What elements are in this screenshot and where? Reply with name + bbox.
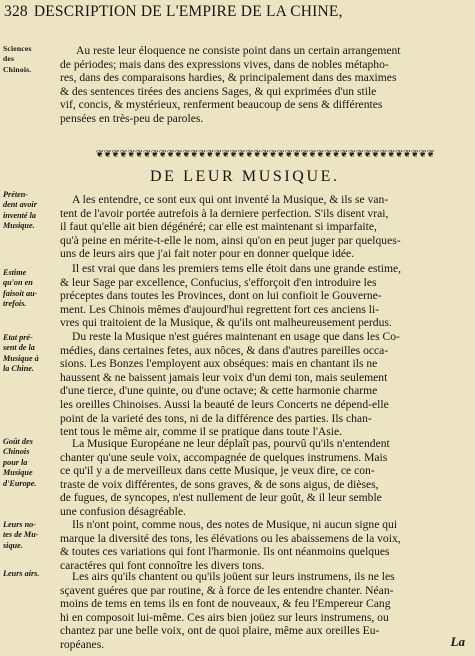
text-line: de fugues, de syncopes, n'est nullement de leur goût, & il leur semble bbox=[60, 491, 382, 505]
text-line: haussent & ne baissent jamais leur voix d'un demi ton, mais seulement bbox=[60, 370, 388, 384]
text-line: Du reste la Musique n'est guéres maintenant en usage que dans les Co- bbox=[72, 330, 400, 343]
text-line: La Musique Européane ne leur déplaît pas, pourvû qu'ils n'entendent bbox=[72, 437, 390, 450]
text-line: tent de l'avoir portée autrefois à la derniere perfection. S'ils disent vrai, bbox=[60, 206, 389, 220]
text-line: les oreilles Chinoises. Aussi la beauté de leurs Concerts ne dépend-elle bbox=[60, 397, 389, 411]
margin-note-estime: Estime qu'on en faisoit au- trefois. bbox=[3, 268, 38, 309]
text-line: traste de voix différentes, de sons graves, & de sons aigus, de dièses, bbox=[60, 477, 379, 491]
text-line: il faut qu'elle ait bien dégénéré; car elle est maintenant si imparfaite, bbox=[60, 220, 377, 234]
text-line: d'une tierce, d'une quinte, ou d'une octave; & cette harmonie charme bbox=[60, 384, 378, 398]
text-line: de périodes; mais dans des expressions vives, dans de nobles métapho- bbox=[60, 57, 389, 71]
text-line: chantez par une belle voix, ont de quoi plaire, même aux oreilles Eu- bbox=[60, 624, 380, 638]
text-line: point de la varieté des tons, ni de la différence des parties. Ils chan- bbox=[60, 411, 372, 425]
text-line: uns de leurs airs que j'ai fait noter pour en donner quelque idée. bbox=[60, 247, 355, 261]
text-line: Il est vrai que dans les premiers tems elle étoit dans une grande estime, bbox=[72, 262, 402, 275]
text-line: ropéanes. bbox=[60, 637, 105, 651]
text-line: marque la diversité des tons, les élévations ou les abaissemens de la voix, bbox=[60, 531, 401, 545]
text-line: hi en composoit lui-même. Ces airs bien joüez sur leurs instrumens, ou bbox=[60, 610, 389, 624]
text-line: qu'à peine en mérite-t-elle le nom, ainsi qu'on en peut juger par quelques- bbox=[60, 233, 401, 247]
text-line: tent tous le même air, comme il se pratique dans toute l'Asie. bbox=[60, 425, 343, 439]
running-title: DESCRIPTION DE L'EMPIRE DE LA CHINE, bbox=[33, 3, 343, 20]
margin-note-gout: Goût des Chinois pour la Musique d'Europe. bbox=[3, 437, 37, 488]
text-line: caractéres qui font connoître les divers tons. bbox=[60, 558, 265, 572]
margin-note-pretendent: Préten- dent avoir inventé la Musique. bbox=[3, 190, 37, 231]
margin-note-notes: Leurs no- tes de Mu- sique. bbox=[3, 520, 39, 550]
text-line: une confusion désagréable. bbox=[60, 504, 186, 518]
text-line: & leur Sage par excellence, Confucius, s'efforçoit d'en introduire les bbox=[60, 275, 377, 289]
paragraph-estime bbox=[60, 262, 470, 330]
margin-note-sciences: Sciences des Chinois. bbox=[3, 44, 32, 74]
text-line: & toutes ces variations qui font l'harmonie. Ils ont néanmoins quelques bbox=[60, 545, 390, 559]
paragraph-eloquence bbox=[60, 44, 470, 126]
text-line: moins de tems en tems ils en font de nouveaux, & feu l'Empereur Cang bbox=[60, 597, 391, 611]
margin-note-airs: Leurs airs. bbox=[3, 569, 40, 578]
text-line: ment. Les Chinois mêmes d'aujourd'hui regrettent fort ces anciens li- bbox=[60, 302, 380, 316]
paragraph-etat-present bbox=[60, 330, 470, 439]
ornament-rule: ❦❦❦❦❦❦❦❦❦❦❦❦❦❦❦❦❦❦❦❦❦❦❦❦❦❦❦❦❦❦❦❦❦❦❦❦❦❦❦❦❦❦❦ bbox=[95, 149, 435, 160]
text-line: médies, dans certaines fetes, aux nôces, & dans d'autres pareilles occa- bbox=[60, 343, 389, 357]
running-header bbox=[4, 2, 472, 22]
paragraph-airs bbox=[60, 570, 470, 652]
text-line: res, dans des comparaisons hardies, & principalement dans des maximes bbox=[60, 71, 397, 85]
paragraph-europeane bbox=[60, 437, 470, 519]
text-line: & des sentences tirées des anciens Sages, & qui exprimées d'un stile bbox=[60, 84, 377, 98]
text-line: pensées en très-peu de paroles. bbox=[60, 111, 204, 125]
text-line: Les airs qu'ils chantent ou qu'ils joüent sur leurs instrumens, ils ne les bbox=[72, 570, 395, 583]
text-line: vres qui traitoient de la Musique, & qu'ils ont malheureusement perdus. bbox=[60, 316, 392, 330]
text-line: ce qu'il y a de merveilleux dans cette Musique, je veux dire, ce con- bbox=[60, 464, 375, 478]
text-line: sçavent guéres que par routine, & à force de les entendre chanter. Néan- bbox=[60, 583, 394, 597]
catchword: La bbox=[450, 634, 465, 649]
text-line: préceptes dans toutes les Provinces, dont on lui confioit le Gouverne- bbox=[60, 289, 382, 303]
page-number: 328 bbox=[4, 3, 28, 20]
section-title: DE LEUR MUSIQUE. bbox=[150, 168, 340, 185]
paragraph-notes bbox=[60, 518, 470, 572]
text-line: Ils n'ont point, comme nous, des notes de Musique, ni aucun signe qui bbox=[72, 518, 398, 531]
text-line: A les entendre, ce sont eux qui ont inventé la Musique, & ils se van- bbox=[72, 193, 389, 206]
text-line: Au reste leur éloquence ne consiste point dans un certain arrangement bbox=[76, 44, 401, 57]
text-line: sions. Les Bonzes l'employent aux obséques: mais en chantant ils ne bbox=[60, 357, 378, 371]
margin-note-etat: Etat pré- sent de la Musique à la Chine. bbox=[3, 333, 39, 374]
text-line: chanter qu'une seule voix, accompagnée de quelques instrumens. Mais bbox=[60, 450, 388, 464]
paragraph-inventent bbox=[60, 193, 470, 261]
text-line: vif, concis, & mystérieux, renferment beaucoup de sens & différentes bbox=[60, 98, 383, 112]
